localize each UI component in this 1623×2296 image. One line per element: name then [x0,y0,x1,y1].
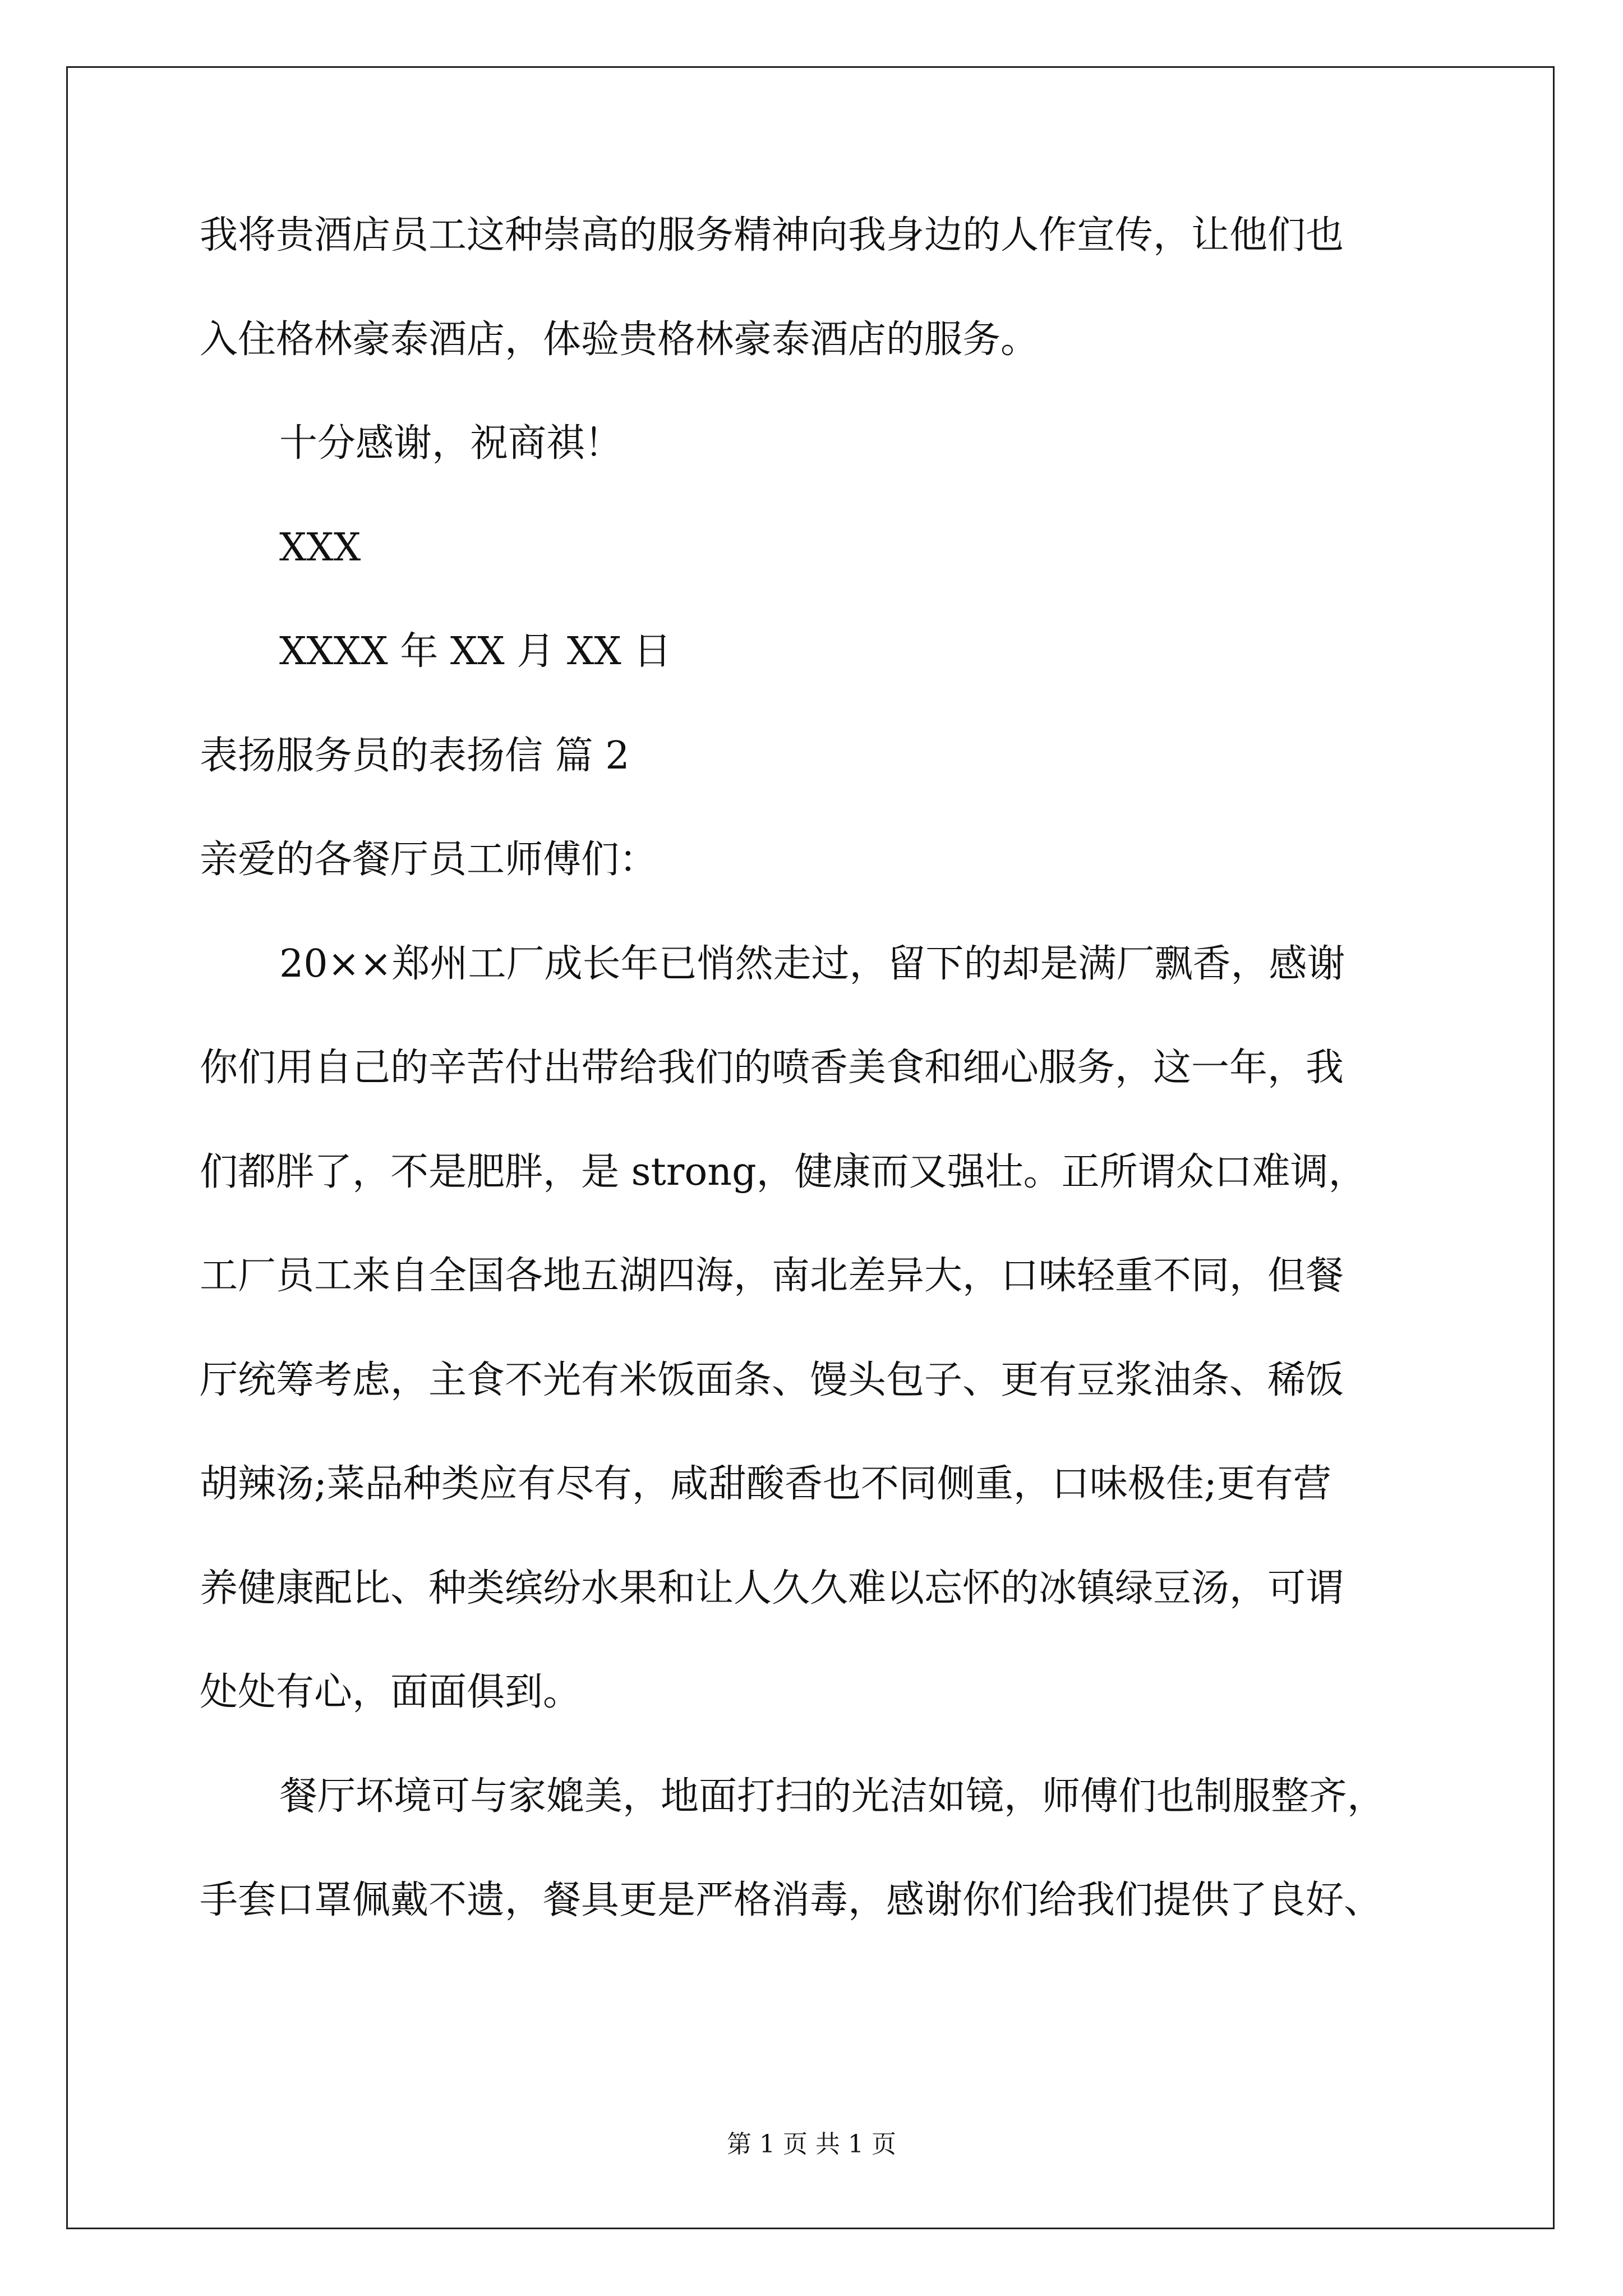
text-line-8: 20××郑州工厂成长年已悄然走过，留下的却是满厂飘香，感谢 [279,941,1345,986]
text-line-1: 我将贵酒店员工这种崇高的服务精神向我身边的人作宣传，让他们也 [200,213,1344,257]
text-line-14: 养健康配比、种类缤纷水果和让人久久难以忘怀的冰镇绿豆汤，可谓 [200,1566,1344,1611]
text-line-17: 手套口罩佩戴不遗，餐具更是严格消毒，感谢你们给我们提供了良好、 [200,1878,1382,1922]
text-line-13: 胡辣汤;菜品种类应有尽有，咸甜酸香也不同侧重，口味极佳;更有营 [200,1462,1331,1506]
text-line-11: 工厂员工来自全国各地五湖四海，南北差异大，口味轻重不同，但餐 [200,1254,1344,1298]
text-line-9: 你们用自己的辛苦付出带给我们的喷香美食和细心服务，这一年，我 [200,1046,1344,1090]
text-line-10: 们都胖了，不是肥胖，是 strong，健康而又强壮。正所谓众口难调， [200,1149,1367,1194]
text-line-12: 厅统筹考虑，主食不光有米饭面条、馒头包子、更有豆浆油条、稀饭 [200,1358,1344,1402]
text-line-2: 入住格林豪泰酒店，体验贵格林豪泰酒店的服务。 [200,317,1039,362]
page-footer: 第 1 页 共 1 页 [727,2130,896,2159]
signature-name: XXX [279,525,361,570]
document-body [200,213,1433,1982]
text-line-16: 餐厅坏境可与家媲美，地面打扫的光洁如镜，师傅们也制服整齐， [279,1774,1386,1819]
signature-date: XXXX 年 XX 月 XX 日 [279,629,672,674]
closing-thanks: 十分感谢，祝商祺！ [279,421,623,466]
salutation: 亲爱的各餐厅员工师傅们： [200,838,658,882]
text-line-15: 处处有心，面面俱到。 [200,1670,582,1714]
section-heading: 表扬服务员的表扬信 篇 2 [200,733,630,778]
